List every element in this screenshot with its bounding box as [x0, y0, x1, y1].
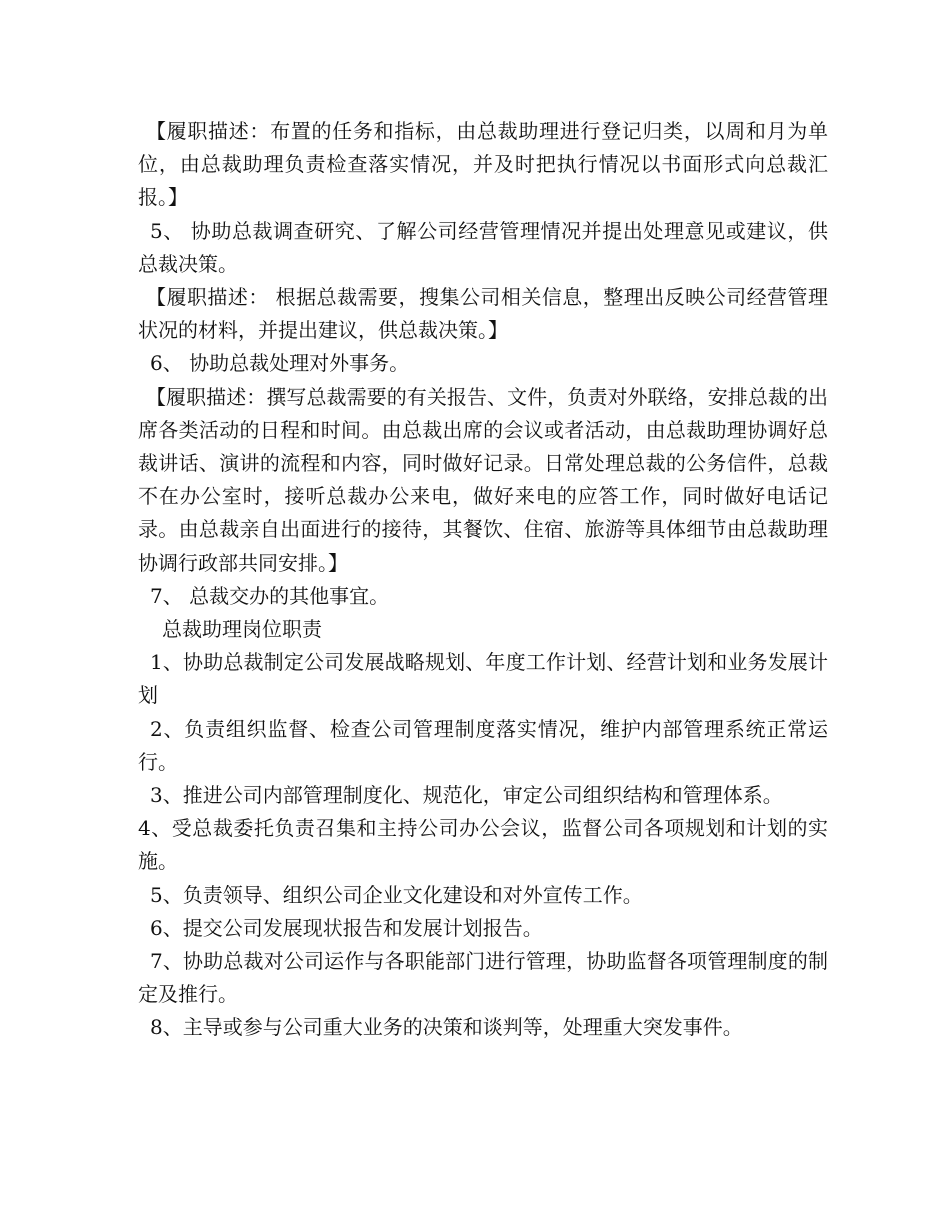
responsibility-item-2: 2、负责组织监督、检查公司管理制度落实情况，维护内部管理系统正常运行。: [138, 716, 828, 774]
document-body: [138, 115, 828, 1045]
responsibility-item-8: 8、主导或参与公司重大业务的决策和谈判等，处理重大突发事件。: [150, 1015, 743, 1040]
responsibility-item-1: 1、协助总裁制定公司发展战略规划、年度工作计划、经营计划和业务发展计划: [138, 650, 828, 708]
paragraph-duty-description-3: 【履职描述：撰写总裁需要的有关报告、文件，负责对外联络，安排总裁的出席各类活动的日程和时间。由总裁出席的会议或者活动，由总裁助理协调好总裁讲话、演讲的流程和内容，同时做好记录。日常处理总裁的公务信件，总裁不在办公室时，接听总裁办公来电，做好来电的应答工作，同时做好电话记录。由总裁亲自出面进行的接待，其餐饮、住宿、旅游等具体细节由总裁助理协调行政部共同安排。】: [138, 384, 828, 575]
responsibility-item-6: 6、提交公司发展现状报告和发展计划报告。: [150, 915, 543, 940]
responsibility-item-4: 4、受总裁委托负责召集和主持公司办公会议，监督公司各项规划和计划的实施。: [138, 816, 828, 874]
paragraph-duty-description-1: 【履职描述：布置的任务和指标，由总裁助理进行登记归类，以周和月为单位，由总裁助理负责检查落实情况，并及时把执行情况以书面形式向总裁汇报。】: [138, 119, 828, 210]
responsibility-item-5: 5、负责领导、组织公司企业文化建设和对外宣传工作。: [150, 882, 643, 907]
paragraph-duty-description-2: 【履职描述： 根据总裁需要，搜集公司相关信息，整理出反映公司经营管理状况的材料，并提出建议，供总裁决策。】: [138, 285, 828, 343]
responsibility-item-7: 7、协助总裁对公司运作与各职能部门进行管理，协助监督各项管理制度的制定及推行。: [138, 949, 828, 1007]
paragraph-item-7: 7、 总裁交办的其他事宜。: [150, 583, 390, 608]
responsibility-item-3: 3、推进公司内部管理制度化、规范化，审定公司组织结构和管理体系。: [150, 783, 783, 808]
paragraph-item-6: 6、 协助总裁处理对外事务。: [150, 351, 410, 376]
paragraph-item-5: 5、 协助总裁调查研究、了解公司经营管理情况并提出处理意见或建议，供总裁决策。: [138, 218, 828, 276]
section-heading: 总裁助理岗位职责: [162, 617, 322, 642]
